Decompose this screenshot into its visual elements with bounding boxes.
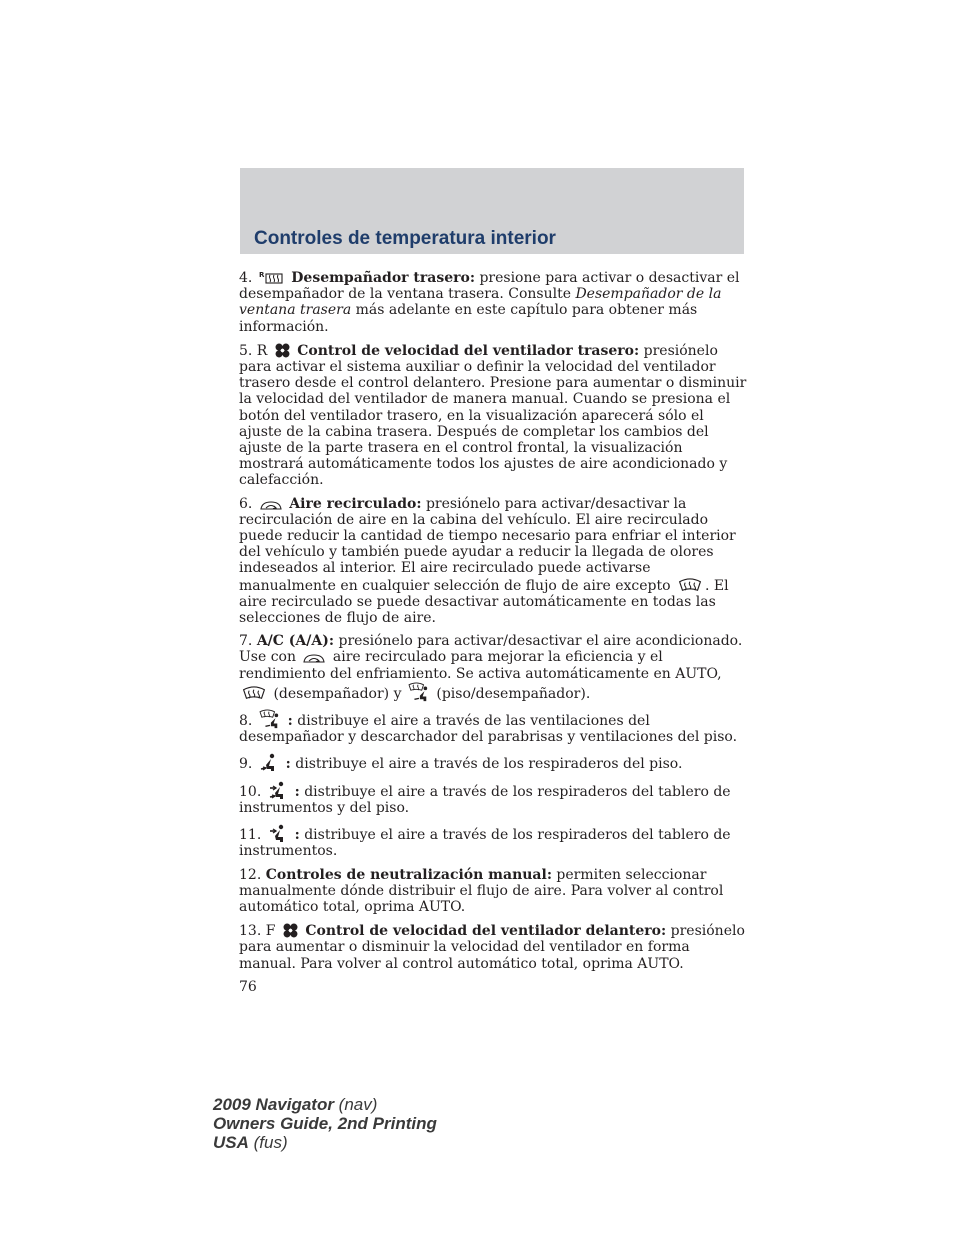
- item-13-front-fan-speed: [239, 922, 747, 972]
- item-8-floor-defrost: [239, 709, 747, 745]
- defrost-icon: [677, 577, 703, 594]
- footer-model-code: (nav): [333, 1095, 378, 1114]
- item-term: Controles de neutralización manual:: [265, 866, 552, 883]
- item-text: permiten seleccionar manualmente dónde distribuir el flujo de aire. Para volver al control automático total, oprima AUTO.: [239, 866, 724, 915]
- footer-market-code: (fus): [248, 1133, 288, 1152]
- recirculation-icon: [302, 653, 326, 665]
- item-7-air-conditioning: [239, 633, 747, 702]
- section-header: [240, 168, 744, 254]
- item-number: 7.: [239, 633, 253, 650]
- item-text: (piso/desempañador).: [431, 685, 591, 702]
- item-text: presiónelo para activar el sistema auxiliar o definir la velocidad del ventilador trasero desde el control delantero. Presione para aumentar o disminuir la velocidad del ventilador de manera manual. Cuando se presiona el botón del ventilador trasero, en la visualización aparecerá sólo el ajuste de la cabina trasera. Después de completar los cambios del ajuste de la parte trasera en el control frontal, la visualización mostrará automáticamente todos los ajustes de aire acondicionado y calefacción.: [239, 342, 747, 489]
- item-number: 4.: [239, 270, 253, 286]
- item-number: 8.: [239, 713, 253, 730]
- item-colon: :: [289, 783, 300, 800]
- footer-model: 2009 Navigator: [213, 1095, 334, 1114]
- footer-line-3: [213, 1133, 437, 1152]
- item-term: A/C (A/A):: [256, 633, 335, 650]
- item-11-panel-vent: [239, 823, 747, 859]
- item-10-panel-floor-vent: [239, 780, 747, 816]
- item-colon: :: [280, 756, 291, 773]
- item-text: . El aire recirculado se puede desactivar automáticamente en todas las selecciones de flujo de aire.: [239, 577, 729, 627]
- recirculation-icon: [259, 500, 283, 512]
- page-content: [239, 270, 747, 995]
- item-term: Control de velocidad del ventilador trasero:: [297, 342, 640, 359]
- page-title: Controles de temperatura interior: [254, 228, 556, 249]
- item-term: Aire recirculado:: [289, 495, 422, 512]
- item-number: 5. R: [239, 342, 268, 359]
- item-text: distribuye el aire a través de los respiraderos del tablero de instrumentos y del piso.: [239, 783, 731, 816]
- floor-defrost-icon: [259, 709, 281, 729]
- footer: [213, 1095, 437, 1152]
- item-text: presiónelo para activar/desactivar la recirculación de aire en la cabina del vehículo. El aire recirculado puede reducir la cantidad de tiempo necesario para enfriar el interior del vehículo y también puede ayudar a reducir la llegada de olores indeseados al interior. El aire recirculado puede activarse manualmente en cualquier selección de flujo de aire excepto: [239, 495, 736, 594]
- item-text: presione para activar o desactivar el desempañador de la ventana trasera. Consulte: [239, 270, 740, 303]
- item-colon: :: [289, 827, 300, 844]
- item-text: distribuye el aire a través de los respiraderos del tablero de instrumentos.: [239, 827, 731, 860]
- fan-icon: [282, 922, 299, 939]
- item-number: 9.: [239, 756, 253, 773]
- footer-market: USA: [213, 1133, 249, 1152]
- item-text: distribuye el aire a través de las ventilaciones del desempañador y descarchador del parabrisas y ventilaciones del piso.: [239, 713, 738, 746]
- item-6-recirculated-air: [239, 496, 747, 627]
- item-number: 10.: [239, 783, 262, 800]
- panel-floor-vent-icon: [268, 780, 288, 800]
- panel-vent-icon: [268, 823, 288, 843]
- item-5-rear-fan-speed: [239, 342, 747, 489]
- item-number: 6.: [239, 495, 253, 512]
- rear-defrost-icon: [259, 270, 285, 286]
- item-text: distribuye el aire a través de los respiraderos del piso.: [290, 756, 683, 773]
- item-text: presiónelo para activar/desactivar el aire acondicionado. Use con: [239, 633, 743, 666]
- item-4-rear-defroster: [239, 270, 747, 335]
- item-number: 11.: [239, 827, 262, 844]
- item-colon: :: [282, 713, 293, 730]
- defrost-icon: [241, 685, 267, 702]
- item-number: 13. F: [239, 923, 276, 940]
- floor-defrost-icon: [408, 682, 430, 702]
- item-text: presiónelo para aumentar o disminuir la velocidad del ventilador en forma manual. Para volver al control automático total, oprima AUTO.: [239, 923, 745, 972]
- item-text: más adelante en este capítulo para obtener más información.: [239, 302, 698, 335]
- item-text: aire recirculado para mejorar la eficiencia y el rendimiento del enfriamiento. Se activa automáticamente en AUTO,: [239, 649, 722, 682]
- page-number: 76: [239, 978, 257, 995]
- floor-vent-icon: [259, 752, 279, 772]
- cross-reference: Desempañador de la ventana trasera: [239, 286, 722, 319]
- footer-line-1: [213, 1095, 437, 1114]
- item-term: Desempañador trasero:: [291, 270, 475, 286]
- item-number: 12.: [239, 866, 262, 883]
- item-12-manual-override: [239, 867, 747, 916]
- item-term: Control de velocidad del ventilador delantero:: [305, 923, 667, 940]
- item-text: (desempañador) y: [269, 685, 406, 702]
- item-9-floor-vent: [239, 752, 747, 772]
- fan-icon: [274, 342, 291, 359]
- footer-line-2: Owners Guide, 2nd Printing: [213, 1114, 437, 1133]
